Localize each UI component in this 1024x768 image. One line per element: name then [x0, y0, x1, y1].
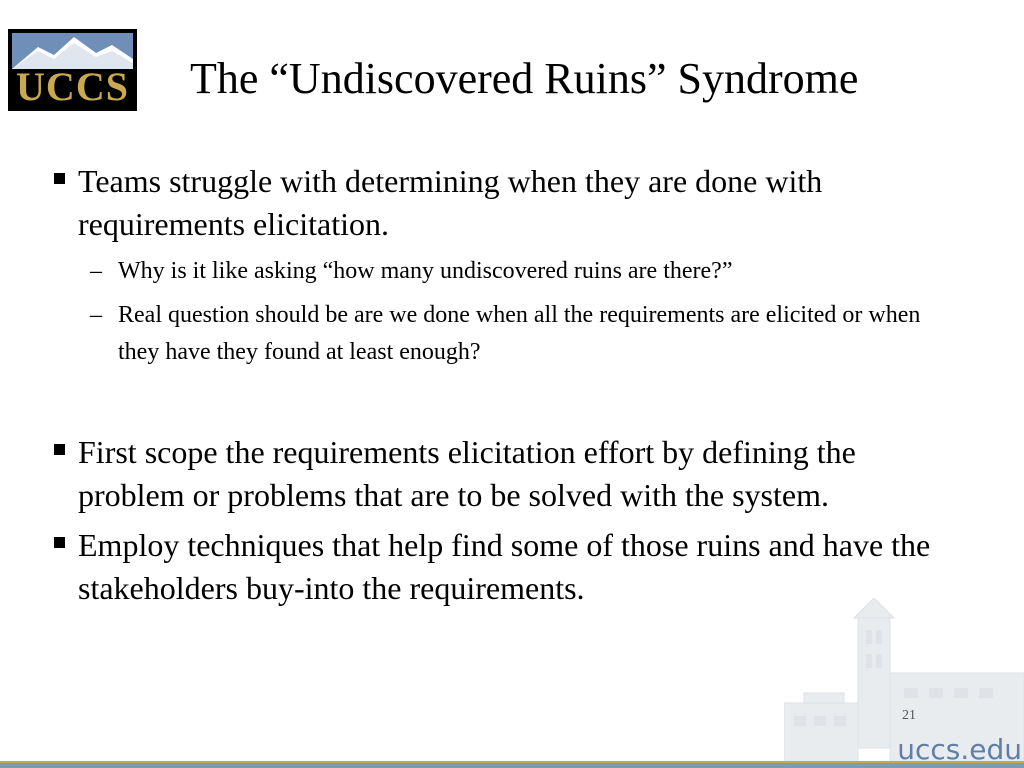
square-bullet-icon: [54, 173, 65, 184]
bullet-text: Teams struggle with determining when they are done with requirements elicitation.: [78, 163, 823, 242]
square-bullet-icon: [54, 444, 65, 455]
slide-title: The “Undiscovered Ruins” Syndrome: [190, 54, 859, 103]
bullet-item: [52, 160, 952, 246]
square-bullet-icon: [54, 537, 65, 548]
sub-bullet-text: Real question should be are we done when all the requirements are elicited or when they have they found at least enough?: [118, 302, 921, 365]
dash-marker: –: [90, 302, 102, 328]
dash-marker: –: [90, 258, 102, 284]
sub-bullet-item: [52, 253, 952, 290]
sub-bullet-item: [52, 297, 952, 371]
slide-body: [52, 160, 952, 610]
uccs-logo: [8, 29, 137, 111]
footer-blue-line: [0, 763, 1024, 768]
sub-bullet-text: Why is it like asking “how many undiscovered ruins are there?”: [118, 258, 733, 284]
page-number: 21: [902, 708, 916, 723]
bullet-text: First scope the requirements elicitation effort by defining the problem or problems that are to be solved with the system.: [78, 434, 856, 513]
logo-text: UCCS: [16, 64, 129, 109]
footer-url: uccs.edu: [897, 733, 1022, 766]
bullet-text: Employ techniques that help find some of those ruins and have the stakeholders buy-into the requirements.: [78, 527, 931, 606]
bullet-item: [52, 431, 952, 517]
